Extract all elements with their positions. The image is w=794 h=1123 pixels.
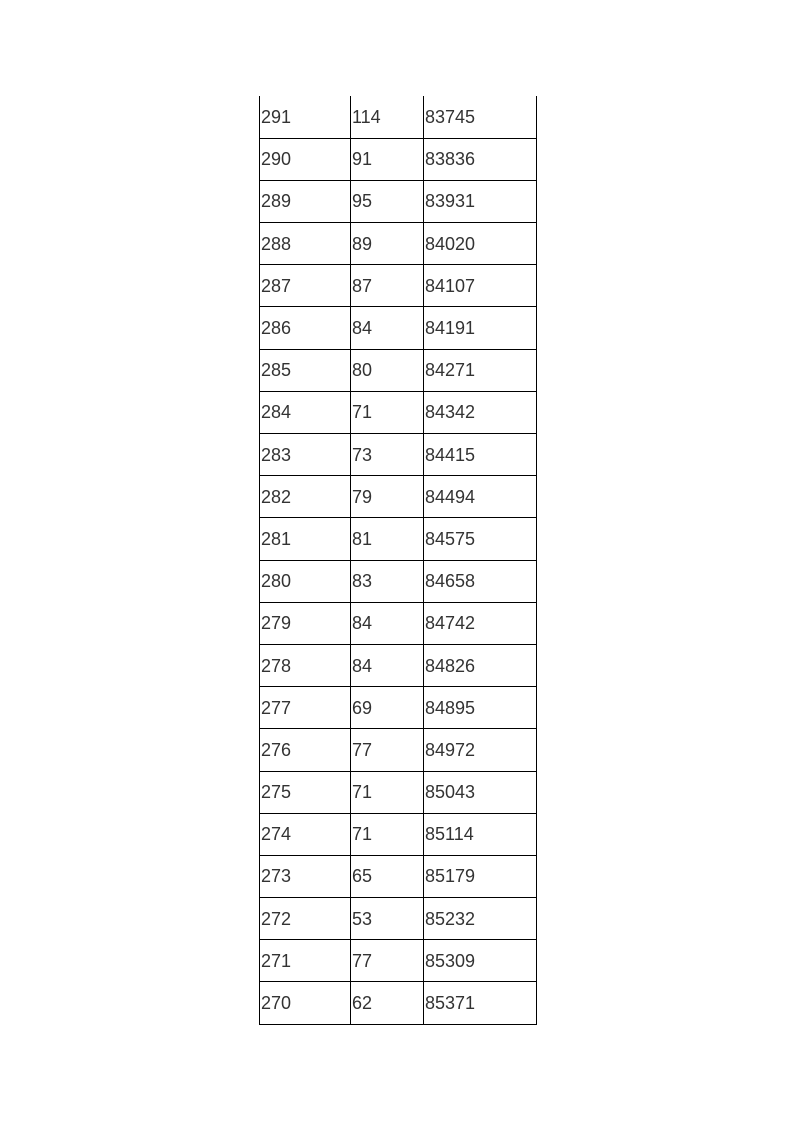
cumulative-count-cell: 84415 bbox=[424, 434, 537, 476]
table-row bbox=[260, 982, 537, 1024]
table-row bbox=[260, 307, 537, 349]
table-row bbox=[260, 434, 537, 476]
score-cell: 288 bbox=[260, 223, 351, 265]
count-cell: 77 bbox=[351, 729, 424, 771]
count-cell: 84 bbox=[351, 602, 424, 644]
cumulative-count-cell: 85309 bbox=[424, 940, 537, 982]
cumulative-count-cell: 84742 bbox=[424, 602, 537, 644]
count-cell: 81 bbox=[351, 518, 424, 560]
cumulative-count-cell: 83745 bbox=[424, 96, 537, 138]
score-cell: 291 bbox=[260, 96, 351, 138]
count-cell: 69 bbox=[351, 687, 424, 729]
count-cell: 114 bbox=[351, 96, 424, 138]
cumulative-count-cell: 84826 bbox=[424, 644, 537, 686]
score-cell: 286 bbox=[260, 307, 351, 349]
count-cell: 71 bbox=[351, 771, 424, 813]
count-cell: 87 bbox=[351, 265, 424, 307]
table-row bbox=[260, 898, 537, 940]
cumulative-count-cell: 84494 bbox=[424, 476, 537, 518]
count-cell: 71 bbox=[351, 813, 424, 855]
score-cell: 281 bbox=[260, 518, 351, 560]
table-row bbox=[260, 855, 537, 897]
score-cell: 278 bbox=[260, 644, 351, 686]
table-row bbox=[260, 265, 537, 307]
cumulative-count-cell: 85114 bbox=[424, 813, 537, 855]
cumulative-count-cell: 84191 bbox=[424, 307, 537, 349]
cumulative-count-cell: 84107 bbox=[424, 265, 537, 307]
table-row bbox=[260, 560, 537, 602]
cumulative-count-cell: 84575 bbox=[424, 518, 537, 560]
table-row bbox=[260, 644, 537, 686]
count-cell: 77 bbox=[351, 940, 424, 982]
cumulative-count-cell: 84972 bbox=[424, 729, 537, 771]
count-cell: 84 bbox=[351, 307, 424, 349]
table-row bbox=[260, 349, 537, 391]
cumulative-count-cell: 85043 bbox=[424, 771, 537, 813]
count-cell: 79 bbox=[351, 476, 424, 518]
table-row bbox=[260, 518, 537, 560]
score-cell: 284 bbox=[260, 391, 351, 433]
score-cell: 277 bbox=[260, 687, 351, 729]
table-row bbox=[260, 180, 537, 222]
count-cell: 71 bbox=[351, 391, 424, 433]
table-row bbox=[260, 940, 537, 982]
score-cell: 272 bbox=[260, 898, 351, 940]
cumulative-count-cell: 84658 bbox=[424, 560, 537, 602]
count-cell: 89 bbox=[351, 223, 424, 265]
count-cell: 84 bbox=[351, 644, 424, 686]
score-cell: 287 bbox=[260, 265, 351, 307]
score-distribution-table bbox=[259, 96, 537, 1025]
score-cell: 285 bbox=[260, 349, 351, 391]
score-cell: 274 bbox=[260, 813, 351, 855]
cumulative-count-cell: 85371 bbox=[424, 982, 537, 1024]
count-cell: 95 bbox=[351, 180, 424, 222]
table-body bbox=[260, 96, 537, 1024]
count-cell: 62 bbox=[351, 982, 424, 1024]
cumulative-count-cell: 85179 bbox=[424, 855, 537, 897]
count-cell: 80 bbox=[351, 349, 424, 391]
score-cell: 290 bbox=[260, 138, 351, 180]
score-cell: 279 bbox=[260, 602, 351, 644]
table-row bbox=[260, 687, 537, 729]
table-row bbox=[260, 729, 537, 771]
count-cell: 91 bbox=[351, 138, 424, 180]
count-cell: 53 bbox=[351, 898, 424, 940]
cumulative-count-cell: 84271 bbox=[424, 349, 537, 391]
table-row bbox=[260, 476, 537, 518]
cumulative-count-cell: 85232 bbox=[424, 898, 537, 940]
score-cell: 283 bbox=[260, 434, 351, 476]
score-cell: 275 bbox=[260, 771, 351, 813]
table-row bbox=[260, 96, 537, 138]
cumulative-count-cell: 83836 bbox=[424, 138, 537, 180]
count-cell: 65 bbox=[351, 855, 424, 897]
cumulative-count-cell: 83931 bbox=[424, 180, 537, 222]
table-row bbox=[260, 771, 537, 813]
count-cell: 83 bbox=[351, 560, 424, 602]
score-cell: 282 bbox=[260, 476, 351, 518]
score-cell: 276 bbox=[260, 729, 351, 771]
table-row bbox=[260, 391, 537, 433]
cumulative-count-cell: 84020 bbox=[424, 223, 537, 265]
cumulative-count-cell: 84895 bbox=[424, 687, 537, 729]
table-row bbox=[260, 138, 537, 180]
score-cell: 289 bbox=[260, 180, 351, 222]
score-cell: 273 bbox=[260, 855, 351, 897]
cumulative-count-cell: 84342 bbox=[424, 391, 537, 433]
score-cell: 280 bbox=[260, 560, 351, 602]
table-row bbox=[260, 813, 537, 855]
table-row bbox=[260, 223, 537, 265]
table-row bbox=[260, 602, 537, 644]
score-cell: 270 bbox=[260, 982, 351, 1024]
score-cell: 271 bbox=[260, 940, 351, 982]
count-cell: 73 bbox=[351, 434, 424, 476]
